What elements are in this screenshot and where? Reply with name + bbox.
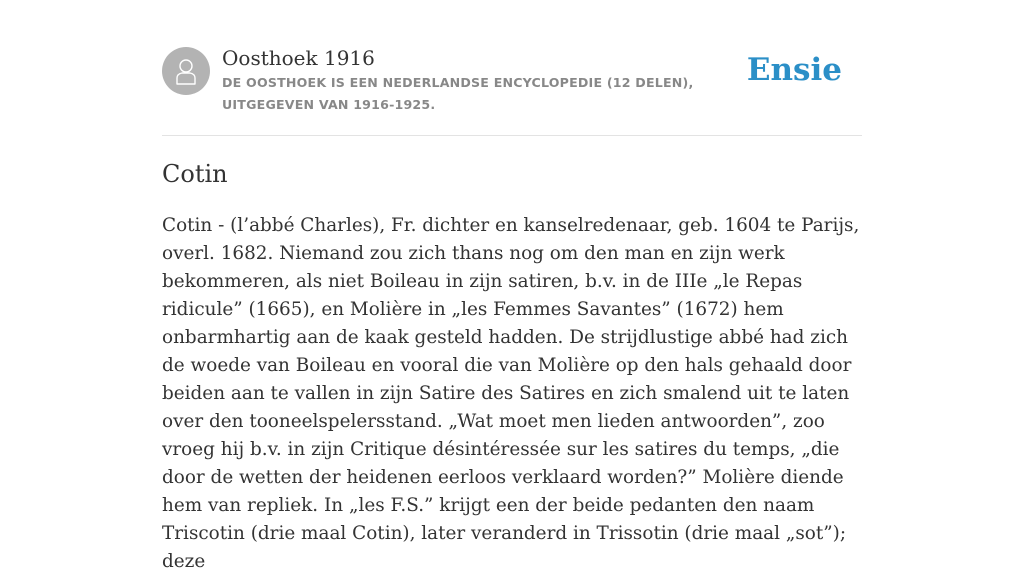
article-title: Cotin (162, 160, 228, 188)
source-title[interactable]: Oosthoek 1916 (222, 46, 375, 70)
brand-logo[interactable]: Ensie (746, 52, 842, 88)
divider (162, 135, 862, 136)
avatar (162, 47, 210, 95)
article-body: Cotin - (l’abbé Charles), Fr. dichter en kanselredenaar, geb. 1604 te Parijs, overl. 1682. Niemand zou zich thans nog om den man en zijn werk bekommeren, als niet Boileau in zijn satiren, b.v. in de IIIe „le Repas ridicule” (1665), en Molière in „les Femmes Savantes” (1672) hem onbarmhartig aan de kaak gesteld hadden. De strijdlustige abbé had zich de woede van Boileau en vooral die van Molière op den hals gehaald door beiden aan te vallen in zijn Satire des Satires en zich smalend uit te laten over den tooneelspelersstand. „Wat moet men lieden antwoorden”, zoo vroeg hij b.v. in zijn Critique désintéressée sur les satires du temps, „die door de wetten der heidenen eerloos verklaard worden?” Molière diende hem van repliek. In „les F.S.” krijgt een der beide pedanten den naam Triscotin (drie maal Cotin), later veranderd in Trissotin (drie maal „sot”); deze (162, 215, 860, 572)
source-header (162, 46, 862, 116)
source-description: DE OOSTHOEK IS EEN NEDERLANDSE ENCYCLOPEDIE (12 DELEN), UITGEGEVEN VAN 1916-1925. (222, 75, 694, 112)
user-icon (174, 57, 198, 85)
